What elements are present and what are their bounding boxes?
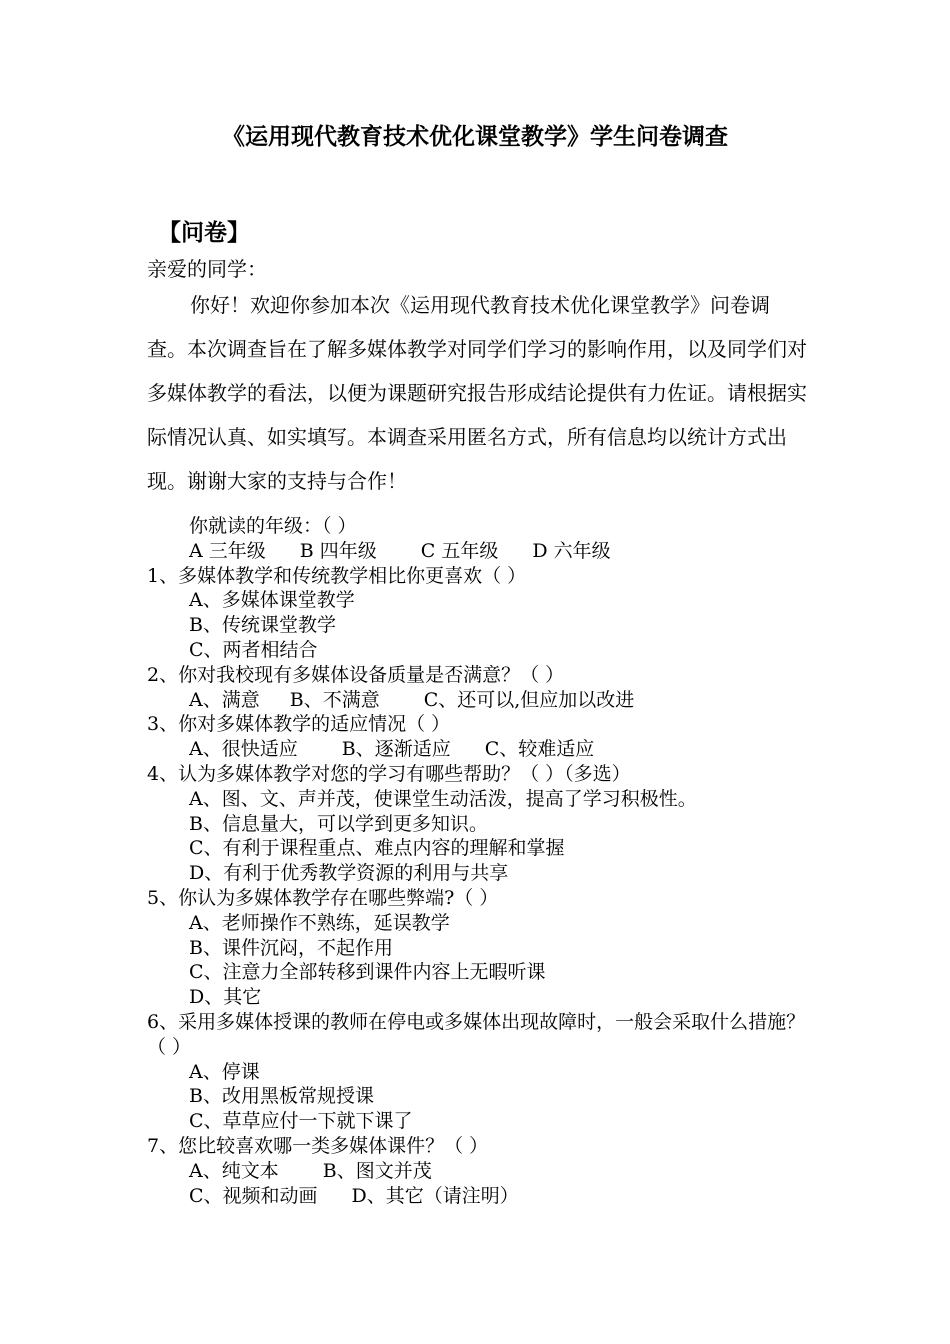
question-3-option: A、很快适应: [189, 738, 298, 761]
question-5-option: A、老师操作不熟练，延误教学: [189, 911, 450, 934]
question-5-option: C、注意力全部转移到课件内容上无暇听课: [189, 961, 546, 984]
question-4: 4、认为多媒体教学对您的学习有哪些帮助？（ ）（多选）: [147, 762, 631, 785]
question-5-option: B、课件沉闷，不起作用: [189, 936, 393, 959]
question-3-options: [147, 737, 817, 762]
question-7-options: [147, 1159, 817, 1184]
grade-option: B 四年级: [299, 539, 377, 562]
grade-question: 你就读的年级：（ ）: [189, 515, 357, 537]
question-5: 5、你认为多媒体教学存在哪些弊端?（ ）: [147, 886, 499, 909]
question-6-option: B、改用黑板常规授课: [189, 1085, 374, 1108]
question-6: 6、采用多媒体授课的教师在停电或多媒体出现故障时，一般会采取什么措施？（ ）: [147, 1010, 806, 1058]
survey-questions: [147, 514, 817, 1208]
question-7-option: A、纯文本: [189, 1159, 279, 1182]
question-4-option: C、有利于课程重点、难点内容的理解和掌握: [189, 837, 565, 860]
question-1-option: C、两者相结合: [189, 638, 318, 661]
question-7-option: B、图文并茂: [322, 1159, 432, 1182]
question-7-option: C、视频和动画: [189, 1184, 318, 1207]
intro-paragraph: 你好！欢迎你参加本次《运用现代教育技术优化课堂教学》问卷调查。本次调查旨在了解多媒体教学对同学们学习的影响作用，以及同学们对多媒体教学的看法，以便为课题研究报告形成结论提供有力佐证。请根据实际情况认真、如实填写。本调查采用匿名方式，所有信息均以统计方式出现。谢谢大家的支持与合作！: [147, 293, 807, 493]
document-title: 《运用现代教育技术优化课堂教学》学生问卷调查: [222, 124, 728, 150]
question-7: 7、您比较喜欢哪一类多媒体课件？（ ）: [147, 1134, 489, 1157]
question-4-option: D、有利于优秀教学资源的利用与共享: [189, 862, 509, 885]
question-6-option: A、停课: [189, 1060, 260, 1083]
grade-option: C 五年级: [420, 539, 499, 562]
question-4-option: B、信息量大，可以学到更多知识。: [189, 812, 488, 835]
question-2: 2、你对我校现有多媒体设备质量是否满意？（ ）: [147, 663, 565, 686]
question-5-option: D、其它: [189, 986, 262, 1009]
question-3-option: B、逐渐适应: [341, 738, 451, 761]
question-3-option: C、较难适应: [484, 738, 595, 761]
grade-option: A 三年级: [189, 539, 266, 562]
question-2-option: A、满意: [189, 688, 260, 711]
grade-options: [147, 539, 817, 564]
grade-option: D 六年级: [532, 539, 611, 562]
question-1-option: A、多媒体课堂教学: [189, 589, 355, 612]
question-6-option: C、草草应付一下就下课了: [189, 1110, 413, 1133]
question-2-options: [147, 688, 817, 713]
question-2-option: C、还可以,但应加以改进: [423, 688, 635, 711]
question-3: 3、你对多媒体教学的适应情况（ ）: [147, 713, 451, 736]
intro-block: [147, 255, 807, 503]
question-1: 1、多媒体教学和传统教学相比你更喜欢（ ）: [147, 564, 527, 587]
question-4-option: A、图、文、声并茂，使课堂生动活泼，提高了学习积极性。: [189, 787, 697, 810]
question-7-options: [147, 1184, 817, 1209]
greeting: 亲爱的同学：: [147, 257, 267, 281]
question-2-option: B、不满意: [289, 688, 380, 711]
question-7-option: D、其它（请注明）: [351, 1184, 519, 1207]
question-1-option: B、传统课堂教学: [189, 614, 336, 637]
section-heading: 【问卷】: [158, 220, 250, 246]
